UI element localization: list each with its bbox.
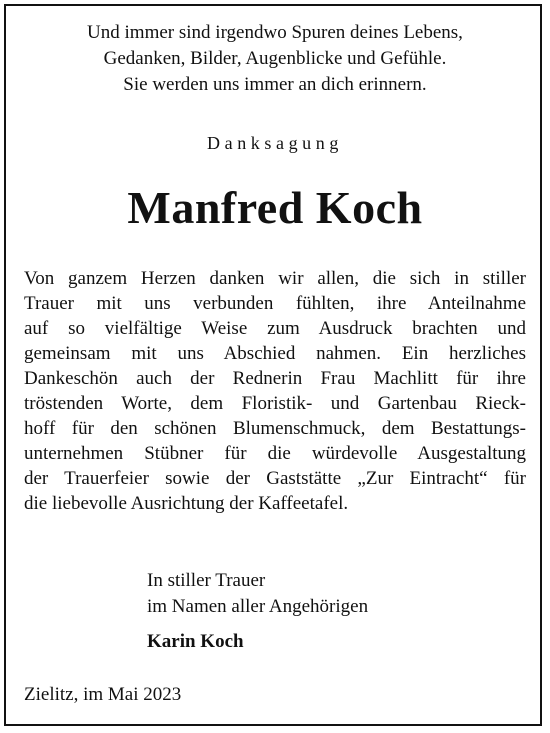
- body-line: gemeinsam mit uns Abschied nahmen. Ein herzliches: [24, 343, 526, 364]
- body-line: Dankeschön auch der Rednerin Frau Machlitt für ihre: [24, 368, 526, 389]
- body-line: die liebevolle Ausrichtung der Kaffeetafel.: [24, 493, 349, 514]
- body-line: auf so vielfältige Weise zum Ausdruck brachten und: [24, 318, 526, 339]
- body-line: der Trauerfeier sowie der Gaststätte „Zur Eintracht“ für: [24, 468, 526, 489]
- body-line: hoff für den schönen Blumenschmuck, dem Bestattungs-: [24, 418, 526, 439]
- place-date: Zielitz, im Mai 2023: [24, 684, 182, 705]
- body-line: unternehmen Stübner für die würdevolle Ausgestaltung: [24, 443, 526, 464]
- signer-name: Karin Koch: [147, 631, 244, 652]
- motto-line: Und immer sind irgendwo Spuren deines Lebens,: [87, 22, 463, 43]
- closing-line: In stiller Trauer: [147, 570, 266, 591]
- heading-danksagung: Danksagung: [207, 133, 343, 153]
- closing-block: [147, 568, 368, 620]
- motto-line: Gedanken, Bilder, Augenblicke und Gefühle.: [103, 48, 447, 69]
- body-line: Trauer mit uns verbunden fühlten, ihre Anteilnahme: [24, 293, 526, 314]
- body-line: tröstenden Worte, dem Floristik- und Gartenbau Rieck-: [24, 393, 526, 414]
- thank-you-text: [24, 266, 526, 516]
- motto-verse: [0, 20, 550, 98]
- motto-line: Sie werden uns immer an dich erinnern.: [123, 74, 427, 95]
- closing-line: im Namen aller Angehörigen: [147, 596, 369, 617]
- deceased-name: Manfred Koch: [127, 182, 423, 233]
- body-line: Von ganzem Herzen danken wir allen, die sich in stiller: [24, 268, 526, 289]
